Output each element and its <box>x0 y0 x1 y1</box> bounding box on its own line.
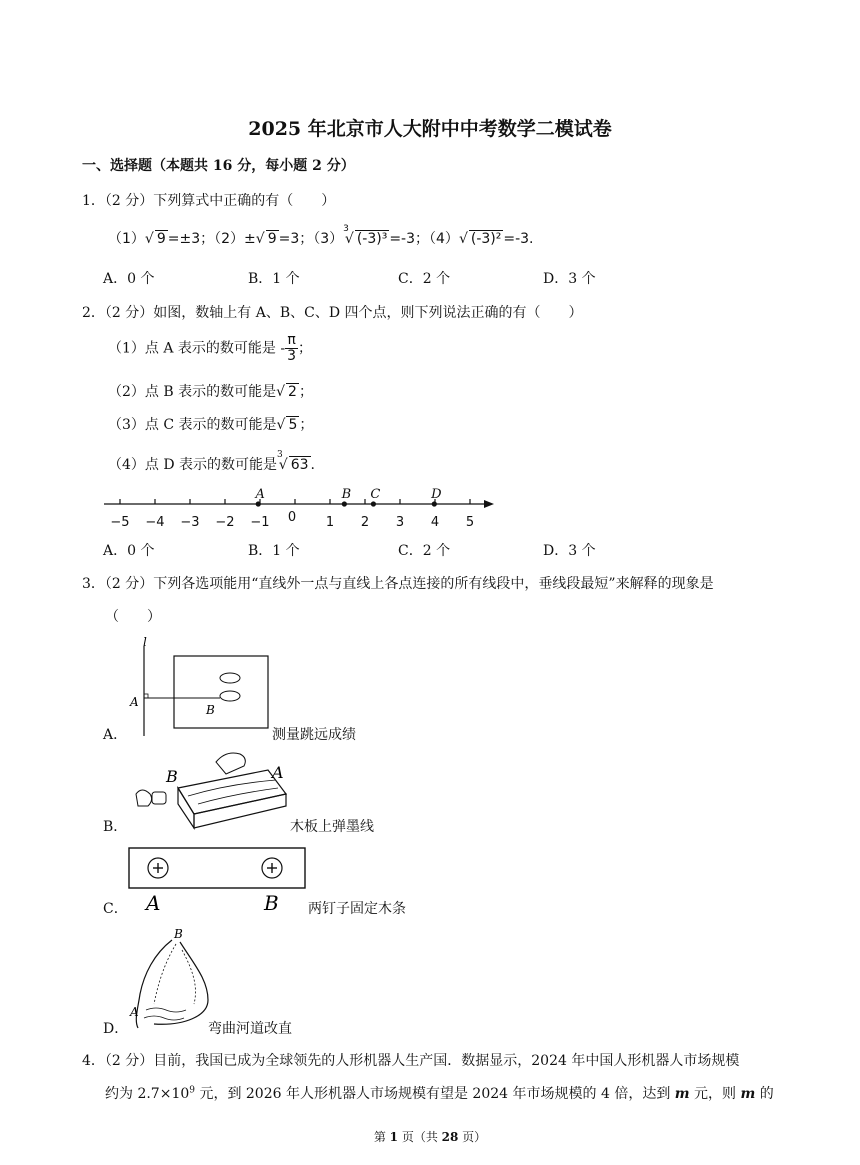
label-b: B <box>174 927 183 941</box>
fraction-pi-over-3 <box>285 333 298 364</box>
q4-text-d: 的 <box>755 1086 774 1102</box>
arrow-head-icon <box>484 500 494 508</box>
fraction-denominator: 3 <box>287 348 297 364</box>
q2-s1-end: ； <box>298 340 313 357</box>
axis-tick-label: −2 <box>215 515 235 530</box>
label-a: A <box>272 763 284 782</box>
q2-s3-text: （3）点 C 表示的数可能是 <box>108 417 277 433</box>
axis-tick-label: −4 <box>145 515 165 530</box>
q1-stem: 1．（2 分）下列算式中正确的有（ ） <box>82 193 336 209</box>
q2-s2-text: （2）点 B 表示的数可能是 <box>108 384 277 400</box>
ink-pot-icon <box>152 792 166 804</box>
q4-text-c: 元，则 <box>689 1086 741 1102</box>
section-heading: 一、选择题（本题共 16 分，每小题 2 分） <box>82 158 355 174</box>
q2-statement-2 <box>108 381 313 401</box>
q2-statement-4 <box>108 450 315 474</box>
axis-tick-label: −5 <box>110 515 130 530</box>
label-a: A <box>130 1005 139 1019</box>
nailed-strip-figure <box>126 844 308 914</box>
q1-root-index: 3 <box>343 224 349 234</box>
q2-option-c: C．2 个 <box>398 543 451 559</box>
q3-option-b-letter: B． <box>103 819 128 835</box>
footer-text: 页（共 <box>398 1130 442 1144</box>
q4-var-m: m <box>674 1086 690 1102</box>
hand-icon <box>216 753 245 774</box>
q3-option-d-caption: 弯曲河道改直 <box>208 1021 292 1037</box>
sqrt-sign: √ <box>276 417 286 433</box>
hand-icon <box>136 790 152 806</box>
axis-tick-label: 5 <box>465 515 475 530</box>
axis-tick-label: 4 <box>430 515 440 530</box>
q2-s4-radicand: 63 <box>290 457 309 473</box>
q1-text-d: =3；（3） <box>278 231 344 247</box>
point-label-d: D <box>431 487 442 502</box>
q2-s3-radicand: 5 <box>288 417 298 433</box>
q1-option-a: A．0 个 <box>103 271 155 287</box>
sqrt-sign: √ <box>458 231 468 247</box>
q3-option-d-letter: D． <box>103 1021 129 1037</box>
q1-radicand-4: (-3)² <box>470 231 502 247</box>
q2-s4-end: . <box>310 457 315 473</box>
axis-tick-label: 3 <box>395 515 405 530</box>
q3-option-c-letter: C． <box>103 901 128 917</box>
q1-expressions <box>108 224 534 248</box>
q1-text-h: =-3. <box>503 231 534 247</box>
ink-line-board-figure <box>128 748 293 834</box>
page-title: 2025 年北京市人大附中中考数学二模试卷 <box>248 118 612 140</box>
number-line <box>96 484 506 530</box>
point-c <box>371 501 376 506</box>
q1-option-b: B．1 个 <box>248 271 300 287</box>
q3-paren: （ ） <box>105 609 161 625</box>
q2-s4-text: （4）点 D 表示的数可能是 <box>108 457 278 473</box>
q1-option-c: C．2 个 <box>398 271 451 287</box>
cube-root-sign: √ <box>278 457 288 473</box>
axis-tick-label: −3 <box>180 515 200 530</box>
fraction-numerator: π <box>285 333 298 349</box>
q3-stem: 3．（2 分）下列各选项能用“直线外一点与直线上各点连接的所有线段中，垂线段最短”来解释的现象是 <box>82 576 714 592</box>
q2-s2-end: ； <box>298 384 313 400</box>
axis-tick-label: 0 <box>287 510 297 525</box>
q4-text-b: 元，到 2026 年人形机器人市场规模有望是 2024 年市场规模的 4 倍，达到 <box>195 1086 675 1102</box>
footprint-icon <box>220 691 240 701</box>
q2-statement-1 <box>108 333 312 364</box>
q2-stem: 2．（2 分）如图，数轴上有 A、B、C、D 四个点，则下列说法正确的有（ ） <box>82 305 583 321</box>
label-l: l <box>143 636 147 649</box>
label-a: A <box>130 695 139 709</box>
q2-option-b: B．1 个 <box>248 543 300 559</box>
q2-statement-3 <box>108 414 313 434</box>
footprint-icon <box>220 673 240 683</box>
point-b <box>342 501 347 506</box>
point-label-b: B <box>341 487 352 502</box>
sqrt-sign: √ <box>255 231 265 247</box>
footer-text: 第 <box>373 1130 390 1144</box>
point-label-c: C <box>370 487 381 502</box>
q4-exponent: 9 <box>189 1085 195 1096</box>
cube-root-sign: √ <box>344 231 354 247</box>
footer-text: 页） <box>458 1130 487 1144</box>
q1-option-d: D．3 个 <box>543 271 596 287</box>
q3-option-a-letter: A． <box>103 727 128 743</box>
q2-s2-radicand: 2 <box>288 384 297 400</box>
long-jump-figure <box>124 636 274 738</box>
q2-option-d: D．3 个 <box>543 543 596 559</box>
q1-label: （1） <box>108 231 145 247</box>
q1-radicand-1: 9 <box>156 231 166 247</box>
label-b: B <box>166 767 178 786</box>
q2-s1-text: （1）点 A 表示的数可能是 - <box>108 340 286 357</box>
footer-page-number: 1 <box>389 1130 398 1144</box>
q4-line-1: 4．（2 分）目前，我国已成为全球领先的人形机器人生产国．数据显示，2024 年中国人形机器人市场规模 <box>82 1053 740 1069</box>
sqrt-sign: √ <box>144 231 154 247</box>
label-b: B <box>206 703 215 717</box>
q4-line-2 <box>105 1083 774 1103</box>
axis-tick-label: −1 <box>250 515 270 530</box>
point-label-a: A <box>255 487 265 502</box>
q4-text-a: 约为 2.7×10 <box>105 1086 190 1102</box>
q2-s3-end: ； <box>299 417 314 433</box>
label-a: A <box>146 891 161 914</box>
sqrt-sign: √ <box>276 384 286 400</box>
q1-radicand-2: 9 <box>267 231 277 247</box>
q3-option-a-caption: 测量跳远成绩 <box>272 727 356 743</box>
footer-total-pages: 28 <box>441 1130 459 1144</box>
q3-option-b-caption: 木板上弹墨线 <box>290 819 374 835</box>
q3-option-c-caption: 两钉子固定木条 <box>308 901 406 917</box>
q2-s4-root-index: 3 <box>277 450 283 460</box>
point-d <box>432 501 437 506</box>
q4-var-m: m <box>740 1086 756 1102</box>
page-footer <box>0 1128 860 1145</box>
q1-text-b: =±3；（2）± <box>167 231 256 247</box>
point-a <box>256 501 261 506</box>
axis-tick-label: 1 <box>325 515 335 530</box>
q1-text-f: =-3；（4） <box>389 231 459 247</box>
q1-radicand-3: (-3)³ <box>356 231 388 247</box>
axis-tick-label: 2 <box>360 515 370 530</box>
label-b: B <box>264 891 279 914</box>
q2-option-a: A．0 个 <box>103 543 155 559</box>
